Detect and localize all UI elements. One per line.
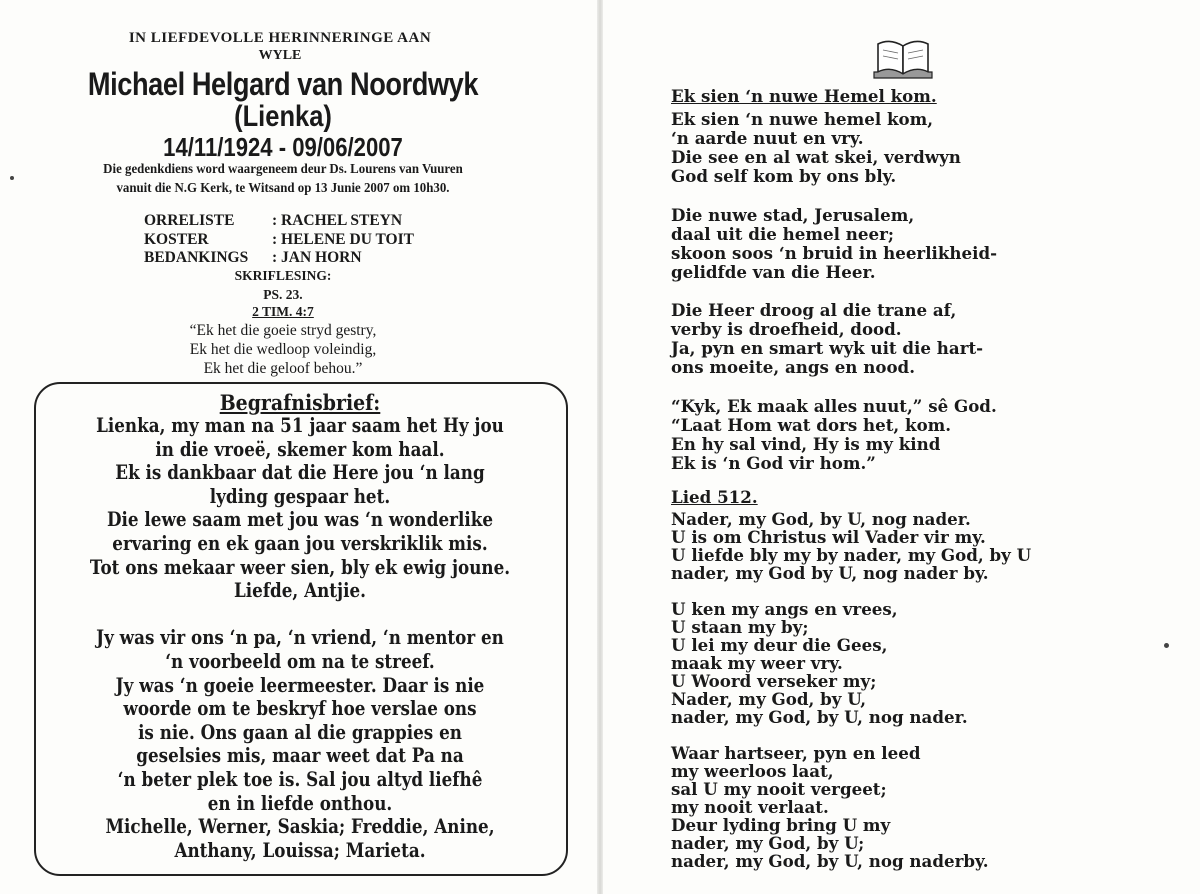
hymn-line: ons moeite, angs en nood. bbox=[671, 358, 916, 379]
role-person: : HELENE DU TOIT bbox=[272, 230, 414, 248]
song-line: sal U my nooit vergeet; bbox=[671, 780, 887, 800]
service-roles bbox=[144, 212, 414, 268]
service-info-line-1: Die gedenkdiens word waargeneem deur Ds. Lourens van Vuuren bbox=[103, 162, 463, 177]
song-line: nader, my God by U, nog nader by. bbox=[671, 564, 989, 584]
letter-line: geselsies mis, maar weet dat Pa na bbox=[136, 744, 464, 768]
song-line: U is om Christus wil Vader vir my. bbox=[671, 528, 986, 548]
song-line: Waar hartseer, pyn en leed bbox=[671, 744, 921, 764]
letter-title: Begrafnisbrief: bbox=[219, 390, 381, 415]
scripture-reference-1: PS. 23. bbox=[263, 287, 303, 302]
hymn-line: Ek is ‘n God vir hom.” bbox=[671, 453, 876, 474]
role-label: ORRELISTE bbox=[144, 212, 235, 229]
song-line: nader, my God, by U; bbox=[671, 834, 865, 854]
role-label: KOSTER bbox=[144, 230, 209, 248]
song-line: my weerloos laat, bbox=[671, 762, 834, 782]
letter-line: ‘n voorbeeld om na te streef. bbox=[165, 650, 435, 673]
role-person: : JAN HORN bbox=[272, 249, 362, 266]
letter-line: woorde om te beskryf hoe verslae ons bbox=[123, 697, 477, 721]
hymn-title: Ek sien ‘n nuwe Hemel kom. bbox=[671, 87, 937, 107]
letter-line: is nie. Ons gaan al die grappies en bbox=[138, 720, 462, 744]
hymn-line: En hy sal vind, Hy is my kind bbox=[671, 434, 941, 455]
quote-line: “Ek het die goeie stryd gestry, bbox=[189, 322, 377, 339]
hymn-line: verby is droefheid, dood. bbox=[671, 320, 902, 341]
hymn-line: skoon soos ‘n bruid in heerlikheid- bbox=[671, 243, 998, 264]
song-line: U ken my angs en vrees, bbox=[671, 600, 898, 620]
letter-line: Ek is dankbaar dat die Here jou ‘n lang bbox=[115, 461, 485, 485]
letter-line: lyding gespaar het. bbox=[209, 484, 391, 508]
open-book-icon bbox=[872, 34, 934, 80]
song-line: U Woord verseker my; bbox=[671, 672, 877, 692]
song-line: U staan my by; bbox=[671, 618, 809, 638]
letter-line: Liefde, Antjie. bbox=[233, 579, 367, 603]
life-dates: 14/11/1924 - 09/06/2007 bbox=[163, 132, 403, 162]
hymn-line: ‘n aarde nuut en vry. bbox=[671, 129, 864, 150]
hymn-line: Ja, pyn en smart wyk uit die hart- bbox=[671, 339, 984, 360]
speck bbox=[10, 176, 14, 180]
memorial-header: IN LIEFDEVOLLE HERINNERINGE AAN bbox=[128, 30, 432, 46]
letter-line: Jy was vir ons ‘n pa, ‘n vriend, ‘n mentor en bbox=[96, 626, 504, 650]
song-line: U liefde bly my by nader, my God, by U bbox=[671, 546, 1032, 566]
service-info-line-2: vanuit die N.G Kerk, te Witsand op 13 Junie 2007 om 10h30. bbox=[116, 181, 450, 196]
letter-line: Tot ons mekaar weer sien, bly ek ewig joune. bbox=[89, 555, 511, 579]
scripture-reference-2: 2 TIM. 4:7 bbox=[252, 304, 314, 319]
hymn-line: gelidfde van die Heer. bbox=[671, 262, 876, 283]
hymn-line: “Kyk, Ek maak alles nuut,” sê God. bbox=[671, 396, 997, 417]
hymn-line: God self kom by ons bly. bbox=[671, 167, 897, 188]
deceased-name: Michael Helgard van Noordwyk bbox=[87, 66, 479, 102]
letter-line: Anthany, Louissa; Marieta. bbox=[174, 838, 426, 862]
song-title: Lied 512. bbox=[671, 488, 758, 508]
quote-line: Ek het die wedloop voleindig, bbox=[189, 341, 377, 358]
speck bbox=[1164, 643, 1169, 648]
letter-line: ervaring en ek gaan jou verskriklik mis. bbox=[112, 532, 488, 555]
memorial-subheader: WYLE bbox=[258, 48, 302, 63]
letter-line: ‘n beter plek toe is. Sal jou altyd liefhê bbox=[117, 768, 483, 791]
letter-line: Die lewe saam met jou was ‘n wonderlike bbox=[107, 508, 493, 532]
hymn-line: “Laat Hom wat dors het, kom. bbox=[671, 415, 952, 436]
song-line: Deur lyding bring U my bbox=[671, 816, 891, 836]
hymn-line: Die Heer droog al die trane af, bbox=[671, 301, 957, 321]
hymn-line: Ek sien ‘n nuwe hemel kom, bbox=[671, 110, 934, 130]
hymn-line: daal uit die hemel neer; bbox=[671, 224, 894, 245]
role-label: BEDANKINGS bbox=[144, 249, 249, 266]
song-line: U lei my deur die Gees, bbox=[671, 636, 888, 656]
song-line: maak my weer vry. bbox=[671, 654, 843, 674]
quote-line: Ek het die geloof behou.” bbox=[203, 360, 363, 377]
song-line: Nader, my God, by U, bbox=[671, 690, 867, 710]
letter-line: Michelle, Werner, Saskia; Freddie, Anine, bbox=[105, 815, 495, 839]
song-line: Nader, my God, by U, nog nader. bbox=[671, 510, 971, 530]
role-person: : RACHEL STEYN bbox=[272, 212, 403, 229]
hymn-line: Die see en al wat skei, verdwyn bbox=[671, 148, 961, 169]
song-line: nader, my God, by U, nog naderby. bbox=[671, 852, 989, 872]
role-row bbox=[144, 249, 414, 268]
right-page bbox=[600, 0, 1200, 894]
letter-line: Jy was ‘n goeie leermeester. Daar is nie bbox=[115, 673, 485, 697]
hymn-line: Die nuwe stad, Jerusalem, bbox=[671, 205, 915, 226]
scripture-heading: SKRIFLESING: bbox=[234, 268, 332, 283]
letter-line: in die vroeë, skemer kom haal. bbox=[155, 437, 445, 461]
role-row bbox=[144, 231, 414, 250]
song-line: nader, my God, by U, nog nader. bbox=[671, 708, 968, 728]
song-line: my nooit verlaat. bbox=[671, 798, 829, 818]
deceased-nickname: (Lienka) bbox=[234, 100, 332, 133]
letter-line: en in liefde onthou. bbox=[207, 791, 393, 815]
role-row bbox=[144, 212, 414, 231]
letter-line: Lienka, my man na 51 jaar saam het Hy jou bbox=[96, 414, 504, 437]
